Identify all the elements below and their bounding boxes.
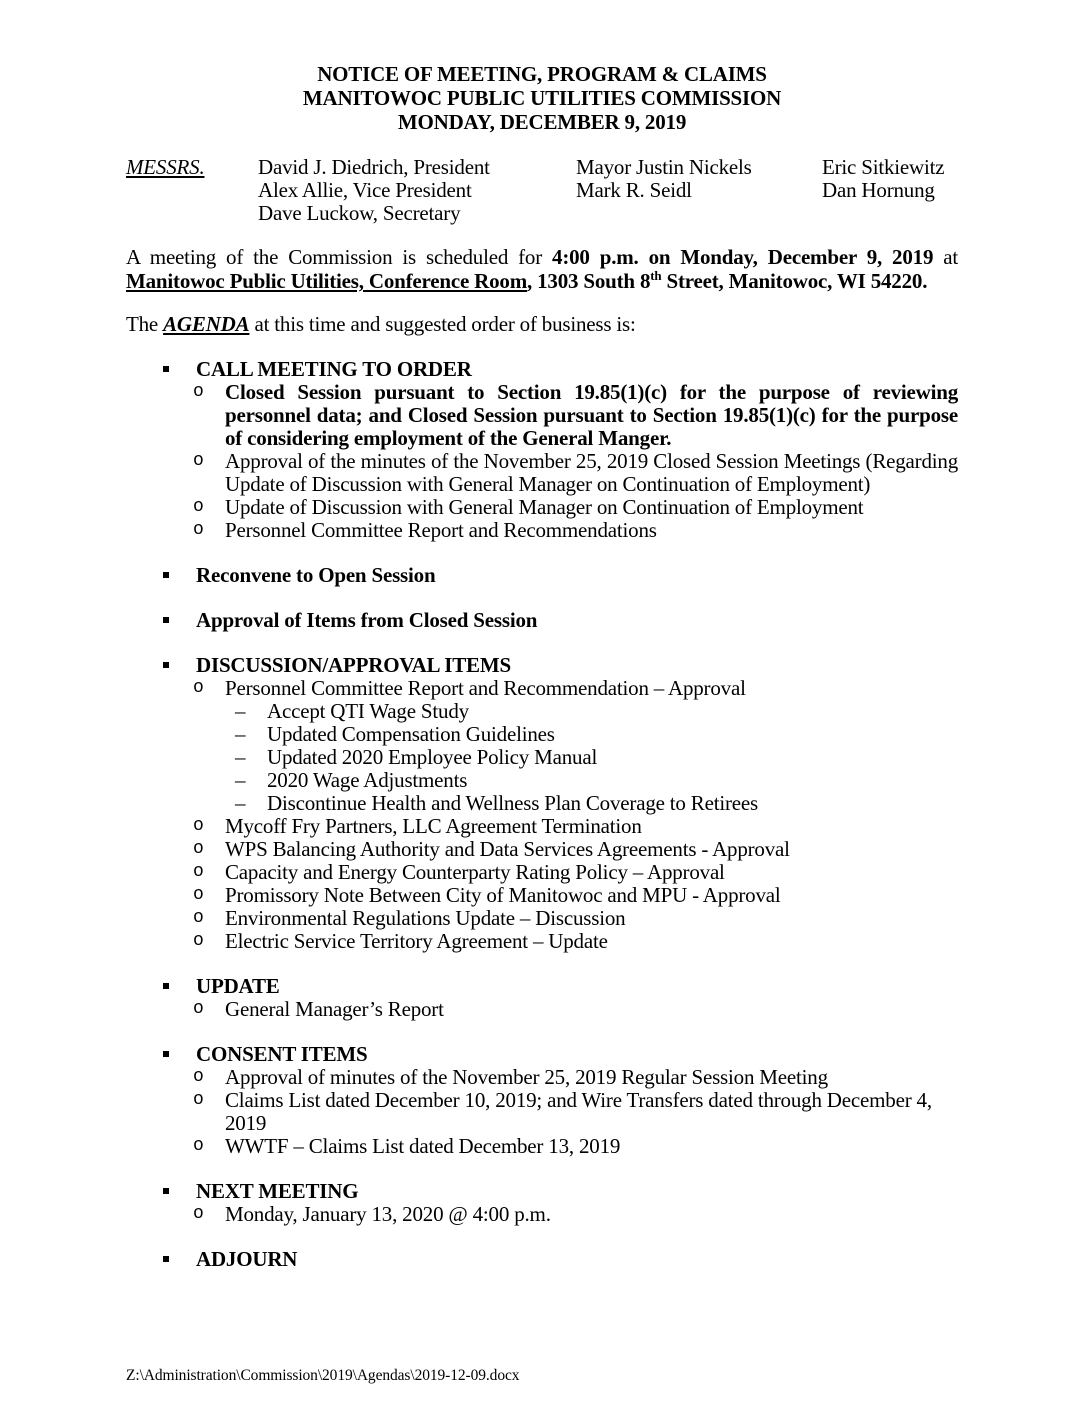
agenda-item	[126, 1089, 958, 1135]
agenda-section-title: NEXT MEETING	[196, 1179, 359, 1203]
agenda-section-title: DISCUSSION/APPROVAL ITEMS	[196, 653, 511, 677]
agenda-item	[126, 998, 958, 1021]
agenda-section	[126, 654, 958, 953]
circle-bullet-marker: o	[193, 520, 204, 540]
circle-bullet-marker: o	[193, 1067, 204, 1087]
circle-bullet-marker: o	[193, 1090, 204, 1110]
intro-address: , 1303 South 8	[527, 269, 651, 293]
attendee-name: David J. Diedrich, President	[258, 155, 490, 179]
agenda-item-text: Update of Discussion with General Manager on Continuation of Employment	[225, 495, 864, 519]
circle-bullet-marker: o	[193, 839, 204, 859]
agenda-item-text: Environmental Regulations Update – Discussion	[225, 906, 626, 930]
agenda-item-text: General Manager’s Report	[225, 997, 444, 1021]
attendee-name: Dan Hornung	[822, 178, 935, 202]
agenda-section-heading	[126, 358, 958, 381]
agenda-item	[126, 450, 958, 496]
agenda-section-heading	[126, 1043, 958, 1066]
agenda-item-text: Personnel Committee Report and Recommendation – Approval	[225, 676, 746, 700]
agenda-section-title: Reconvene to Open Session	[196, 563, 436, 587]
agenda-item-text: 2020 Wage Adjustments	[267, 768, 468, 792]
agenda-item-text: Discontinue Health and Wellness Plan Coverage to Retirees	[267, 791, 758, 815]
agenda-item-text: Electric Service Territory Agreement – Update	[225, 929, 608, 953]
agenda-item-text: Approval of minutes of the November 25, 2019 Regular Session Meeting	[225, 1065, 828, 1089]
circle-bullet-marker: o	[193, 497, 204, 517]
agenda-item	[126, 1203, 958, 1226]
document-title-line-1: NOTICE OF MEETING, PROGRAM & CLAIMS	[317, 62, 767, 86]
circle-bullet-marker: o	[193, 382, 204, 402]
agenda-section	[126, 564, 958, 587]
agenda-section	[126, 1248, 958, 1271]
square-bullet-icon	[163, 617, 169, 623]
agenda-item	[126, 769, 958, 792]
agenda-item-text: Claims List dated December 10, 2019; and Wire Transfers dated through December 4, 2019	[225, 1088, 932, 1135]
agenda-item	[126, 838, 958, 861]
intro-datetime: 4:00 p.m. on Monday, December 9, 2019	[552, 245, 934, 269]
agenda-item	[126, 381, 958, 450]
agenda-item-text: Updated Compensation Guidelines	[267, 722, 555, 746]
attendees-column-3	[822, 156, 958, 225]
agenda-item-text: Capacity and Energy Counterparty Rating Policy – Approval	[225, 860, 725, 884]
agenda-item	[126, 723, 958, 746]
agenda-section-heading	[126, 1180, 958, 1203]
circle-bullet-marker: o	[193, 862, 204, 882]
agenda-item	[126, 930, 958, 953]
agenda-section	[126, 1180, 958, 1226]
agenda-section-title: CONSENT ITEMS	[196, 1042, 368, 1066]
agenda-item-text: Approval of the minutes of the November 25, 2019 Closed Session Meetings (Regarding Update of Discussion with General Manager on Continuation of Employment)	[225, 449, 958, 496]
footer-file-path: Z:\Administration\Commission\2019\Agendas\2019-12-09.docx	[126, 1367, 520, 1384]
dash-bullet-marker: –	[235, 722, 246, 746]
agenda-section-heading	[126, 609, 958, 632]
intro-address: Street, Manitowoc, WI 54220.	[661, 269, 928, 293]
agenda-section-heading	[126, 975, 958, 998]
agenda-item-text: Accept QTI Wage Study	[267, 699, 469, 723]
agenda-item	[126, 519, 958, 542]
agenda-item-text: Updated 2020 Employee Policy Manual	[267, 745, 598, 769]
attendees-column-1	[258, 156, 576, 225]
circle-bullet-marker: o	[193, 678, 204, 698]
agenda-item	[126, 815, 958, 838]
agenda-item-text: Personnel Committee Report and Recommendations	[225, 518, 657, 542]
document-title-line-3: MONDAY, DECEMBER 9, 2019	[397, 110, 687, 134]
dash-bullet-marker: –	[235, 745, 246, 769]
circle-bullet-marker: o	[193, 816, 204, 836]
dash-bullet-marker: –	[235, 791, 246, 815]
agenda-item	[126, 907, 958, 930]
meeting-intro-paragraph	[126, 245, 958, 293]
attendees-label: MESSRS.	[126, 155, 205, 179]
agenda-section-title: ADJOURN	[196, 1247, 298, 1271]
square-bullet-icon	[163, 1051, 169, 1057]
square-bullet-icon	[163, 572, 169, 578]
attendee-name: Dave Luckow, Secretary	[258, 201, 461, 225]
agenda-item	[126, 792, 958, 815]
square-bullet-icon	[163, 983, 169, 989]
attendee-name: Eric Sitkiewitz	[822, 155, 945, 179]
attendee-name: Alex Allie, Vice President	[258, 178, 472, 202]
intro-ordinal-suffix: th	[650, 268, 662, 283]
agenda-item	[126, 1066, 958, 1089]
agenda-item-text: Mycoff Fry Partners, LLC Agreement Termination	[225, 814, 642, 838]
agenda-section	[126, 609, 958, 632]
attendees-block	[126, 156, 958, 225]
agenda-sections	[126, 358, 958, 1271]
agenda-section	[126, 358, 958, 542]
circle-bullet-marker: o	[193, 931, 204, 951]
intro-text: at	[933, 245, 959, 269]
agenda-item	[126, 700, 958, 723]
agenda-section-heading	[126, 654, 958, 677]
agenda-section-title: CALL MEETING TO ORDER	[196, 357, 472, 381]
agenda-item	[126, 1135, 958, 1158]
agenda-item-text: Monday, January 13, 2020 @ 4:00 p.m.	[225, 1202, 551, 1226]
intro-location: Manitowoc Public Utilities, Conference Room	[126, 269, 528, 293]
agenda-section	[126, 975, 958, 1021]
square-bullet-icon	[163, 1188, 169, 1194]
circle-bullet-marker: o	[193, 885, 204, 905]
attendees-column-2	[576, 156, 822, 225]
agenda-intro-text: at this time and suggested order of business is:	[249, 312, 636, 336]
circle-bullet-marker: o	[193, 451, 204, 471]
document-title	[126, 62, 958, 134]
agenda-item-text: WPS Balancing Authority and Data Services Agreements - Approval	[225, 837, 790, 861]
agenda-item	[126, 861, 958, 884]
agenda-section-heading	[126, 1248, 958, 1271]
agenda-word: AGENDA	[163, 312, 250, 336]
attendee-name: Mark R. Seidl	[576, 178, 692, 202]
document-title-line-2: MANITOWOC PUBLIC UTILITIES COMMISSION	[302, 86, 782, 110]
agenda-item-text: Closed Session pursuant to Section 19.85(1)(c) for the purpose of reviewing personnel data; and Closed Session pursuant to Section 19.85(1)(c) for the purpose of considering employment of the General Manger.	[225, 380, 958, 450]
circle-bullet-marker: o	[193, 908, 204, 928]
agenda-section-heading	[126, 564, 958, 587]
agenda-section-title: Approval of Items from Closed Session	[196, 608, 538, 632]
square-bullet-icon	[163, 1256, 169, 1262]
intro-text: A meeting of the Commission is scheduled for	[126, 245, 553, 269]
agenda-section-title: UPDATE	[196, 974, 280, 998]
agenda-intro-text: The	[126, 312, 164, 336]
square-bullet-icon	[163, 662, 169, 668]
circle-bullet-marker: o	[193, 1204, 204, 1224]
agenda-item-text: WWTF – Claims List dated December 13, 2019	[225, 1134, 621, 1158]
attendee-name: Mayor Justin Nickels	[576, 155, 752, 179]
circle-bullet-marker: o	[193, 999, 204, 1019]
agenda-item	[126, 746, 958, 769]
agenda-item-text: Promissory Note Between City of Manitowoc and MPU - Approval	[225, 883, 781, 907]
square-bullet-icon	[163, 366, 169, 372]
agenda-intro-line	[126, 312, 958, 336]
agenda-section	[126, 1043, 958, 1158]
dash-bullet-marker: –	[235, 699, 246, 723]
agenda-item	[126, 884, 958, 907]
agenda-item	[126, 677, 958, 700]
dash-bullet-marker: –	[235, 768, 246, 792]
circle-bullet-marker: o	[193, 1136, 204, 1156]
agenda-item	[126, 496, 958, 519]
